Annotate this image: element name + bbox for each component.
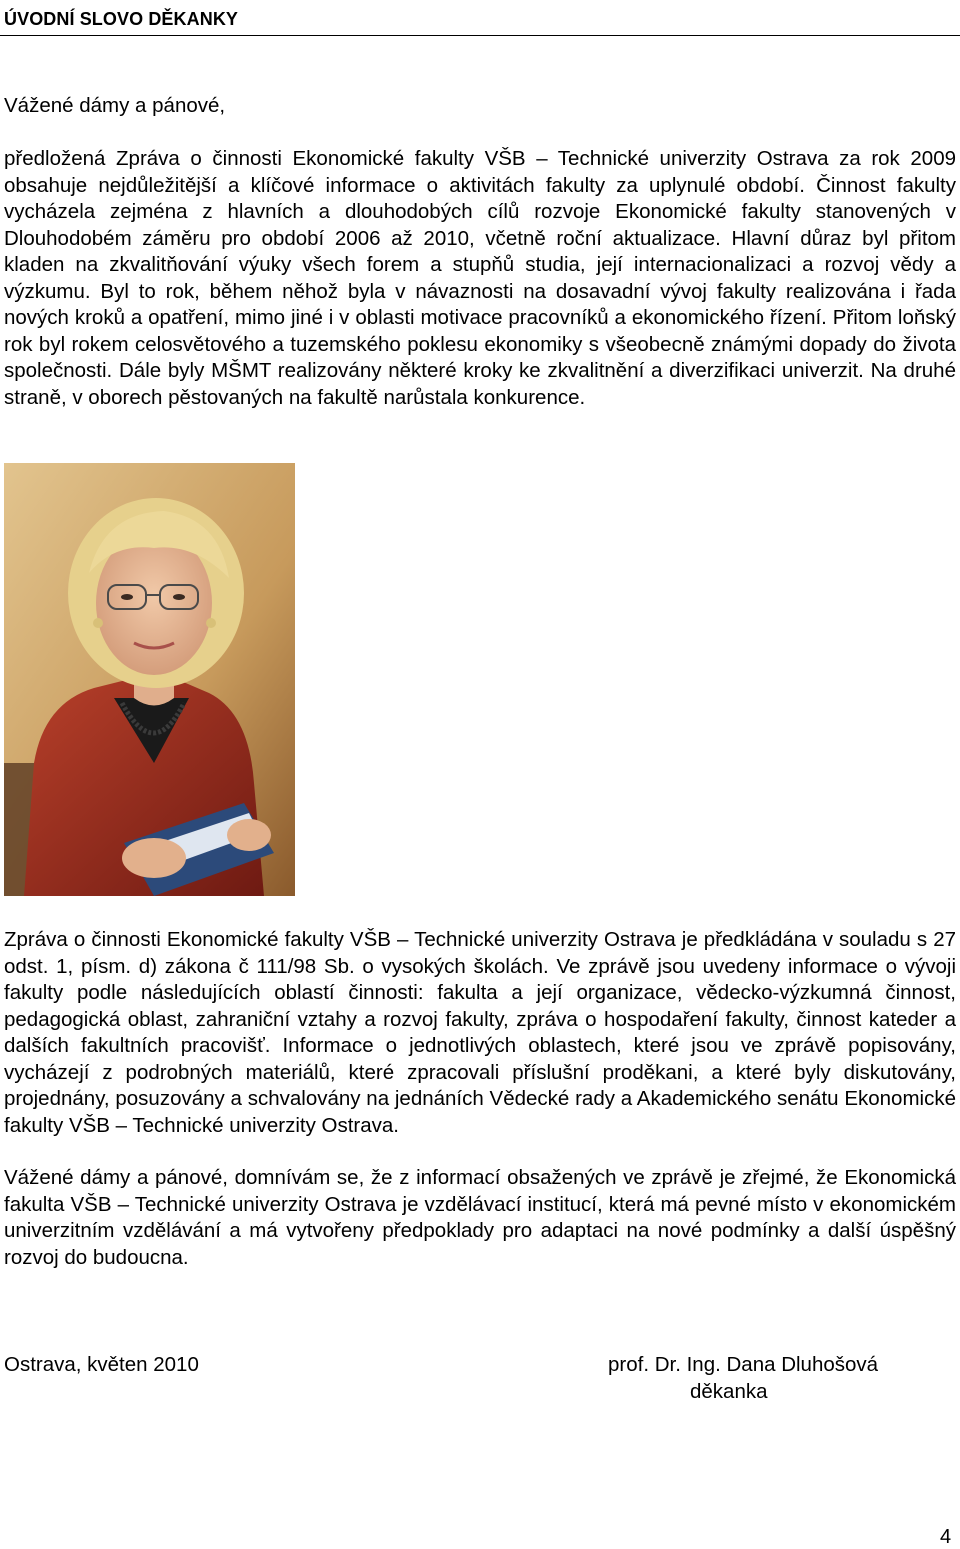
salutation: Vážené dámy a pánové, — [4, 94, 226, 117]
page-number: 4 — [940, 1526, 952, 1548]
signature-place-date: Ostrava, květen 2010 — [4, 1353, 199, 1376]
signature-role: děkanka — [690, 1380, 768, 1403]
intro-paragraph: předložená Zpráva o činnosti Ekonomické fakulty VŠB – Technické univerzity Ostrava za rok 2009 obsahuje nejdůležitější a klíčové informace o aktivitách fakulty za uplynulé období. Činnost fakulty vycházela zejména z hlavních a dlouhodobých cílů rozvoje Ekonomické fakulty stanovených v Dlouhodobém záměru pro období 2006 až 2010, včetně roční aktualizace. Hlavní důraz byl přitom kladen na zkvalitňování výuky všech forem a stupňů studia, její internacionalizaci a rozvoj vědy a výzkumu. Byl to rok, během něhož byla v návaznosti na dosavadní vývoj fakulty realizována i řada nových kroků a opatření, mimo jiné i v oblasti motivace pracovníků a ekonomického řízení. Přitom loňský rok byl rokem celosvětového a tuzemského poklesu ekonomiky s všeobecně známými dopady do života společnosti. Dále byly MŠMT realizovány některé kroky ke zkvalitnění a diverzifikaci univerzit. Na druhé straně, v oborech pěstovaných na fakultě narůstala konkurence. — [4, 147, 956, 409]
report-paragraph: Zpráva o činnosti Ekonomické fakulty VŠB – Technické univerzity Ostrava je předkládána v souladu s 27 odst. 1, písm. d) zákona č 111/98 Sb. o vysokých školách. Ve zprávě jsou uvedeny informace o vývoji fakulty podle následujících oblastí činnosti: fakulta a její organizace, vědecko-výzkumná činnost, pedagogická oblast, zahraniční vztahy a rozvoj fakulty, zpráva o hospodaření fakulty, činnost kateder a dalších fakultních pracovišť. Informace o jednotlivých oblastech, které jsou ve zprávě popisovány, vycházejí z podrobných materiálů, které zpracovali příslušní proděkani, a které byly diskutovány, projednány, posuzovány a schvalovány na jednáních Vědecké rady a Akademického senátu Ekonomické fakulty VŠB – Technické univerzity Ostrava. — [4, 928, 956, 1137]
page-header — [0, 0, 960, 36]
closing-paragraph: Vážené dámy a pánové, domnívám se, že z informací obsažených ve zprávě je zřejmé, že Ekonomická fakulta VŠB – Technické univerzity Ostrava je vzdělávací institucí, která má pevné místo v ekonomickém univerzitním vzdělávání a má vytvořeny předpoklady pro adaptaci na nové podmínky a další úspěšný rozvoj do budoucna. — [4, 1166, 956, 1269]
dean-portrait-photo — [4, 463, 295, 896]
page-title: ÚVODNÍ SLOVO DĚKANKY — [4, 9, 239, 29]
signature-name: prof. Dr. Ing. Dana Dluhošová — [608, 1353, 879, 1376]
